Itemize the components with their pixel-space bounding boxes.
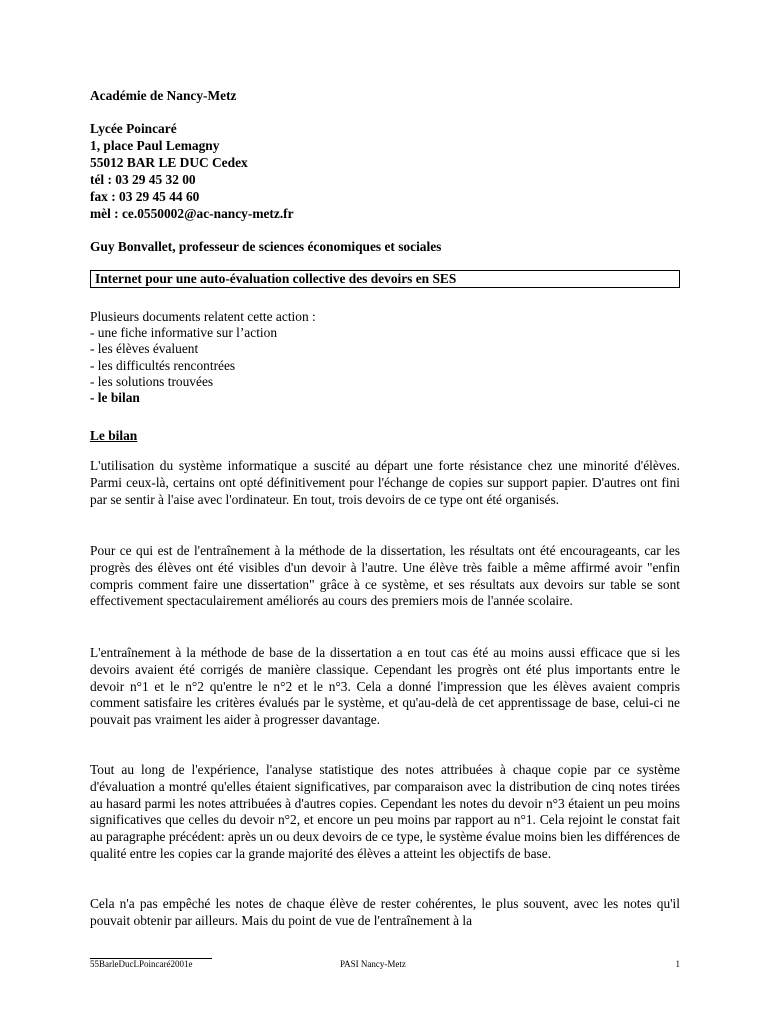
paragraph: L'utilisation du système informatique a suscité au départ une forte résistance chez une minorité d'élèves. Parmi ceux-là, certains ont opté définitivement pour l'échange de copies sur support papier. D'autres ont fini par se sentir à l'aise avec l'ordinateur. En tout, trois devoirs de ce type ont été organisés.: [90, 458, 680, 507]
email: mèl : ce.0550002@ac-nancy-metz.fr: [90, 206, 294, 221]
letterhead: [90, 87, 680, 255]
document-title: Internet pour une auto-évaluation collective des devoirs en SES: [90, 270, 680, 288]
academy-name: Académie de Nancy-Metz: [90, 88, 237, 103]
school-name: Lycée Poincaré: [90, 121, 177, 136]
footer-center: PASI Nancy-Metz: [340, 959, 406, 969]
teacher-line: Guy Bonvallet, professeur de sciences économiques et sociales: [90, 239, 442, 254]
paragraph: L'entraînement à la méthode de base de la dissertation a en tout cas été au moins aussi efficace que si les devoirs avaient été corrigés de manière classique. Cependant les progrès ont été plus importants entre le devoir n°1 et le n°2 qu'entre le n°2 et le n°3. Cela a donné l'impression que les élèves avaient compris comment satisfaire les critères évalués par le système, et qu'au-delà de cet apprentissage de base, celui-ci ne pouvait pas vraiment les aider à progresser davantage.: [90, 645, 680, 728]
section-title: Le bilan: [90, 428, 138, 443]
list-item: - les élèves évaluent: [90, 341, 199, 357]
address-line-1: 1, place Paul Lemagny: [90, 138, 220, 153]
telephone: tél : 03 29 45 32 00: [90, 172, 196, 187]
list-item: - les solutions trouvées: [90, 373, 214, 389]
paragraph: Cela n'a pas empêché les notes de chaque élève de rester cohérentes, le plus souvent, avec les notes qu'il pouvait obtenir par ailleurs. Mais du point de vue de l'entraînement à la: [90, 896, 680, 928]
paragraph: Pour ce qui est de l'entraînement à la méthode de la dissertation, les résultats ont été encourageants, car les progrès des élèves ont été visibles d'un devoir à l'autre. Une élève très faible a même affirmé avoir "enfin compris comment faire une dissertation" grâce à ce système, et ses résultats aux devoirs sur table se sont effectivement spectaculairement améliorés au cours des premiers mois de l'année scolaire.: [90, 543, 680, 609]
list-item: - une fiche informative sur l’action: [90, 325, 278, 341]
list-item: - les difficultés rencontrées: [90, 357, 236, 373]
footer-filename: 55BarleDucLPoincaré2001e: [90, 959, 193, 969]
documents-intro: Plusieurs documents relatent cette action :: [90, 309, 316, 324]
address-line-2: 55012 BAR LE DUC Cedex: [90, 155, 248, 170]
documents-list: [90, 309, 680, 406]
fax: fax : 03 29 45 44 60: [90, 189, 200, 204]
school-address: [90, 120, 680, 222]
paragraph: Tout au long de l'expérience, l'analyse statistique des notes attribuées à chaque copie par ce système d'évaluation a montré qu'elles étaient significatives, par comparaison avec la distribution de cinq notes tirées au hasard parmi les notes attribuées à d'autres copies. Cependant les notes du devoir n°3 étaient un peu moins significatives que celles du devoir n°2, et encore un peu moins par rapport au n°1. Cela rejoint le constat fait au paragraphe précédent: après un ou deux devoirs de ce type, le système évalue moins bien les différences de qualité entre les copies car la grande majorité des élèves a atteint les objectifs de base.: [90, 762, 680, 861]
list-item-current: - le bilan: [90, 390, 140, 406]
page-number: 1: [675, 959, 680, 969]
